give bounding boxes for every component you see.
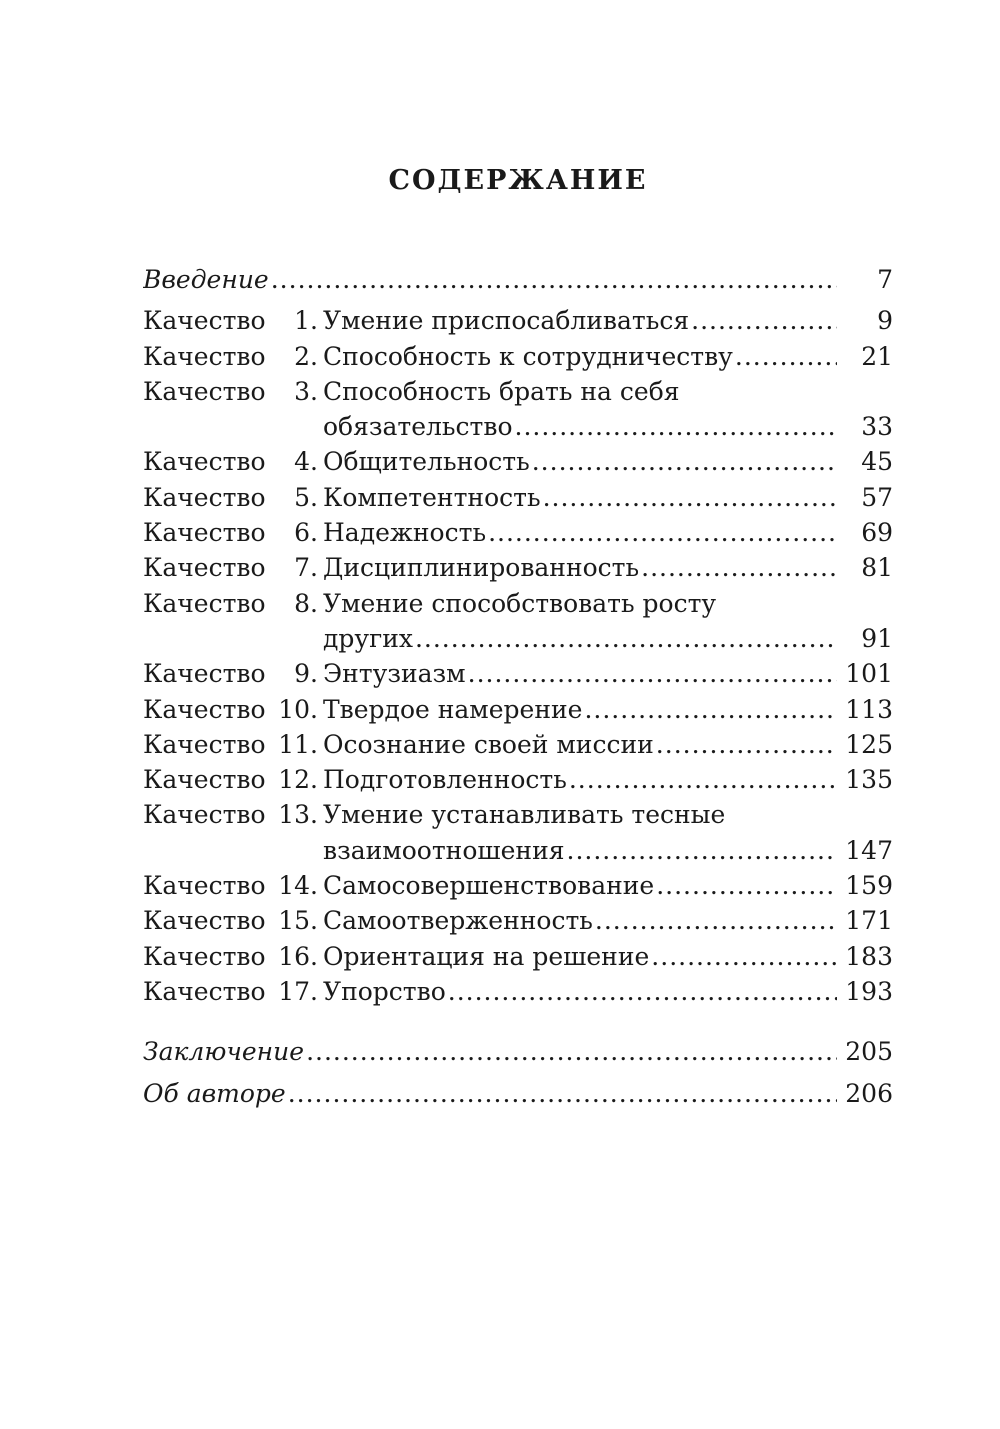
toc-entry-quality-16[interactable] — [143, 939, 893, 974]
dot-leader — [271, 262, 837, 297]
dot-leader — [543, 480, 837, 515]
toc-entry-quality-3-cont[interactable] — [143, 409, 893, 444]
toc-entry-label: Качество — [143, 871, 266, 901]
dot-leader — [532, 444, 837, 479]
dot-leader — [515, 409, 838, 444]
toc-entry-label: Качество — [143, 553, 266, 583]
toc-entry-title: Самосовершенствование — [323, 871, 655, 901]
dot-leader — [651, 939, 837, 974]
toc-entry-number: 14. — [278, 871, 318, 901]
toc-entry-quality-4[interactable] — [143, 444, 893, 479]
toc-entry-page: 9 — [877, 306, 893, 336]
toc-entry-title: Компетентность — [323, 482, 541, 512]
toc-entry-page: 171 — [845, 906, 893, 936]
toc-entry-quality-5[interactable] — [143, 480, 893, 515]
toc-entry-number: 2. — [294, 341, 318, 371]
dot-leader — [488, 515, 837, 550]
toc-entry-label: Качество — [143, 518, 266, 548]
toc-entry-title: Надежность — [323, 518, 487, 548]
toc-entry-label: Качество — [143, 482, 266, 512]
toc-entry-page: 113 — [845, 694, 893, 724]
toc-entry-title: Осознание своей миссии — [323, 729, 654, 759]
toc-entry-conclusion[interactable] — [143, 1034, 893, 1069]
dot-leader — [641, 550, 837, 585]
toc-entry-number: 6. — [294, 518, 318, 548]
toc-entry-quality-10[interactable] — [143, 692, 893, 727]
page-title: СОДЕРЖАНИЕ — [388, 165, 648, 196]
toc-entry-page: 205 — [845, 1037, 893, 1067]
toc-entry-page: 206 — [845, 1078, 893, 1108]
toc-entry-title: Подготовленность — [323, 765, 567, 795]
toc-entry-number: 12. — [278, 765, 318, 795]
toc-entry-page: 33 — [861, 412, 893, 442]
toc-entry-number: 5. — [294, 482, 318, 512]
toc-entry-label: Качество — [143, 447, 266, 477]
toc-entry-page: 81 — [861, 553, 893, 583]
toc-entry-quality-15[interactable] — [143, 903, 893, 938]
toc-entry-about-author[interactable] — [143, 1076, 893, 1111]
toc-entry-quality-3[interactable] — [143, 374, 893, 409]
toc-entry-number: 8. — [294, 588, 318, 618]
toc-entry-number: 15. — [278, 906, 318, 936]
table-of-contents — [143, 262, 893, 1111]
toc-entry-title: Упорство — [323, 976, 446, 1006]
toc-entry-title: обязательство — [323, 412, 513, 442]
toc-entry-title: Дисциплинированность — [323, 553, 640, 583]
toc-entry-quality-2[interactable] — [143, 339, 893, 374]
toc-entry-label: Качество — [143, 306, 266, 336]
toc-entry-quality-7[interactable] — [143, 550, 893, 585]
toc-entry-label: Качество — [143, 694, 266, 724]
toc-entry-number: 4. — [294, 447, 318, 477]
toc-entry-title-line1: Умение способствовать росту — [323, 588, 717, 618]
dot-leader — [656, 868, 837, 903]
toc-entry-number: 17. — [278, 976, 318, 1006]
toc-entry-number: 3. — [294, 376, 318, 406]
dot-leader — [567, 833, 837, 868]
toc-entry-introduction[interactable] — [143, 262, 893, 297]
toc-entry-title: Способность к сотрудничеству — [323, 341, 733, 371]
toc-entry-title: взаимоотношения — [323, 835, 565, 865]
toc-entry-label: Качество — [143, 729, 266, 759]
toc-entry-number: 11. — [278, 729, 318, 759]
dot-leader — [656, 727, 837, 762]
dot-leader — [415, 621, 837, 656]
toc-entry-quality-13-cont[interactable] — [143, 833, 893, 868]
dot-leader — [584, 692, 837, 727]
dot-leader — [288, 1076, 837, 1111]
toc-entry-title: Энтузиазм — [323, 659, 466, 689]
dot-leader — [735, 339, 837, 374]
toc-entry-title: Об авторе — [143, 1078, 286, 1108]
toc-entry-page: 69 — [861, 518, 893, 548]
toc-entry-page: 193 — [845, 976, 893, 1006]
toc-entry-label: Качество — [143, 976, 266, 1006]
dot-leader — [691, 303, 837, 338]
toc-entry-number: 9. — [294, 659, 318, 689]
toc-entry-page: 101 — [845, 659, 893, 689]
toc-entry-label: Качество — [143, 765, 266, 795]
toc-entry-title-line1: Способность брать на себя — [323, 376, 680, 406]
toc-entry-title: других — [323, 623, 413, 653]
toc-entry-quality-13[interactable] — [143, 797, 893, 832]
toc-entry-number: 16. — [278, 941, 318, 971]
toc-entry-page: 147 — [845, 835, 893, 865]
toc-entry-page: 183 — [845, 941, 893, 971]
toc-entry-label: Качество — [143, 906, 266, 936]
toc-entry-page: 45 — [861, 447, 893, 477]
toc-entry-page: 91 — [861, 623, 893, 653]
toc-entry-label: Качество — [143, 941, 266, 971]
toc-entry-title-line1: Умение устанавливать тесные — [323, 800, 726, 830]
dot-leader — [595, 903, 837, 938]
dot-leader — [306, 1034, 837, 1069]
dot-leader — [468, 656, 837, 691]
dot-leader — [448, 974, 837, 1009]
toc-entry-label: Качество — [143, 800, 266, 830]
toc-entry-quality-9[interactable] — [143, 656, 893, 691]
toc-entry-page: 159 — [845, 871, 893, 901]
toc-entry-number: 7. — [294, 553, 318, 583]
toc-entry-page: 57 — [861, 482, 893, 512]
toc-entry-title: Введение — [143, 265, 269, 294]
toc-entry-quality-8-cont[interactable] — [143, 621, 893, 656]
dot-leader — [569, 762, 837, 797]
toc-entry-page: 7 — [877, 265, 893, 294]
toc-entry-quality-14[interactable] — [143, 868, 893, 903]
toc-entry-page: 135 — [845, 765, 893, 795]
toc-entry-quality-17[interactable] — [143, 974, 893, 1009]
toc-entry-page: 21 — [861, 341, 893, 371]
toc-entry-title: Твердое намерение — [323, 694, 583, 724]
toc-entry-title: Ориентация на решение — [323, 941, 650, 971]
toc-entry-quality-1[interactable] — [143, 303, 893, 338]
toc-entry-number: 1. — [294, 306, 318, 336]
toc-entry-title: Общительность — [323, 447, 530, 477]
toc-entry-number: 13. — [278, 800, 318, 830]
toc-entry-quality-8[interactable] — [143, 586, 893, 621]
toc-entry-title: Умение приспосабливаться — [323, 306, 690, 336]
toc-entry-number: 10. — [278, 694, 318, 724]
toc-entry-quality-11[interactable] — [143, 727, 893, 762]
toc-entry-page: 125 — [845, 729, 893, 759]
toc-entry-quality-6[interactable] — [143, 515, 893, 550]
toc-entry-label: Качество — [143, 659, 266, 689]
toc-entry-title: Заключение — [143, 1037, 305, 1067]
toc-entry-label: Качество — [143, 588, 266, 618]
toc-entry-label: Качество — [143, 341, 266, 371]
toc-entry-quality-12[interactable] — [143, 762, 893, 797]
toc-entry-label: Качество — [143, 376, 266, 406]
toc-entry-title: Самоотверженность — [323, 906, 593, 936]
